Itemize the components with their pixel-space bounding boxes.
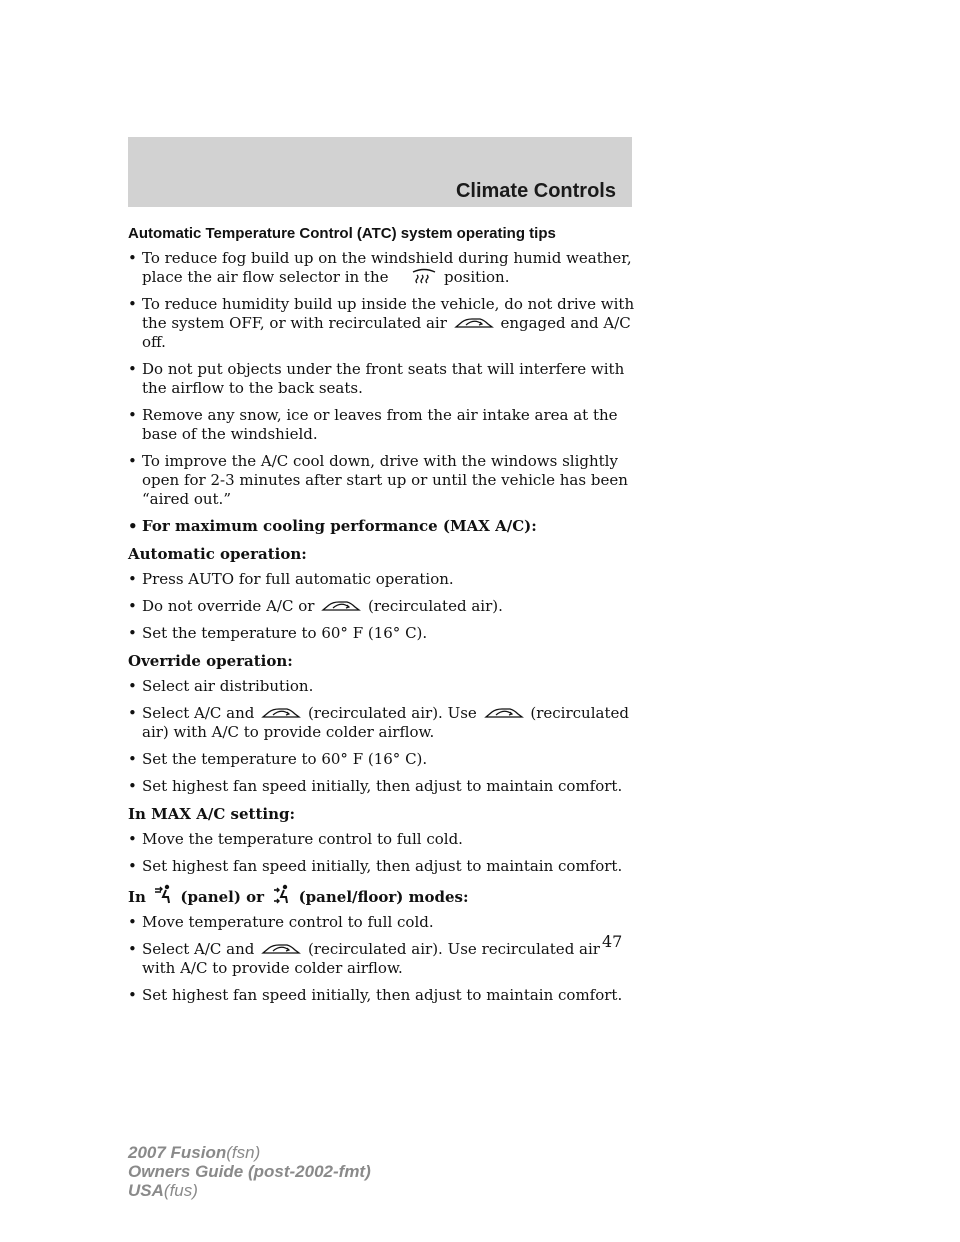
footer-model-code: (fsn) — [226, 1143, 261, 1162]
page-number: 47 — [602, 932, 623, 951]
panel-modes-heading: In (panel) or (panel/floor) modes: — [128, 884, 638, 907]
footer — [128, 1143, 371, 1200]
list-item: • To reduce humidity build up inside the vehicle, do not drive with the system OFF, or with recirculated air engaged and A/C off. — [128, 295, 638, 352]
list-item: • Set highest fan speed initially, then adjust to maintain comfort. — [128, 777, 638, 796]
recirculated-air-icon — [484, 704, 524, 720]
list-item: • To improve the A/C cool down, drive with the windows slightly open for 2-3 minutes after start up or until the vehicle has been “aired out.” — [128, 452, 638, 509]
list-item: • To reduce fog build up on the windshield during humid weather, place the air flow selector in the position. — [128, 249, 638, 287]
list-item: • Do not override A/C or (recirculated air). — [128, 597, 638, 616]
list-item: • For maximum cooling performance (MAX A/C): — [128, 517, 638, 536]
section-heading: Automatic Temperature Control (ATC) system operating tips — [128, 225, 556, 242]
list-item: • Select A/C and (recirculated air). Use (recirculated air) with A/C to provide colder airflow. — [128, 704, 638, 742]
panel-floor-mode-icon — [271, 884, 291, 904]
header-band — [128, 137, 632, 207]
recirculated-air-icon — [261, 704, 301, 720]
footer-market-code: (fus) — [163, 1181, 198, 1200]
footer-model: 2007 Fusion — [128, 1143, 227, 1162]
max-ac-heading: In MAX A/C setting: — [128, 805, 295, 823]
list-item: • Select A/C and (recirculated air). Use recirculated air with A/C to provide colder airflow. — [128, 940, 638, 978]
panel-mode-icon — [153, 884, 173, 904]
list-item: • Set highest fan speed initially, then adjust to maintain comfort. — [128, 857, 638, 876]
list-item: • Move the temperature control to full cold. — [128, 830, 638, 849]
list-item: • Do not put objects under the front seats that will interfere with the airflow to the back seats. — [128, 360, 638, 398]
list-item: • Remove any snow, ice or leaves from the air intake area at the base of the windshield. — [128, 406, 638, 444]
list-item: • Move temperature control to full cold. — [128, 913, 638, 932]
automatic-operation-heading: Automatic operation: — [128, 545, 307, 563]
list-item: • Press AUTO for full automatic operation. — [128, 570, 638, 589]
recirculated-air-icon — [321, 597, 361, 613]
footer-market: USA — [128, 1181, 164, 1200]
recirculated-air-icon — [261, 940, 301, 956]
page-title: Climate Controls — [455, 180, 616, 202]
defrost-icon — [411, 268, 437, 284]
list-item: • Set the temperature to 60° F (16° C). — [128, 750, 638, 769]
list-item: • Set the temperature to 60° F (16° C). — [128, 624, 638, 643]
page-content — [128, 215, 638, 1013]
list-item: • Set highest fan speed initially, then adjust to maintain comfort. — [128, 986, 638, 1005]
recirculated-air-icon — [454, 314, 494, 330]
footer-guide: Owners Guide (post-2002-fmt) — [128, 1162, 371, 1181]
override-operation-heading: Override operation: — [128, 652, 293, 670]
list-item: • Select air distribution. — [128, 677, 638, 696]
